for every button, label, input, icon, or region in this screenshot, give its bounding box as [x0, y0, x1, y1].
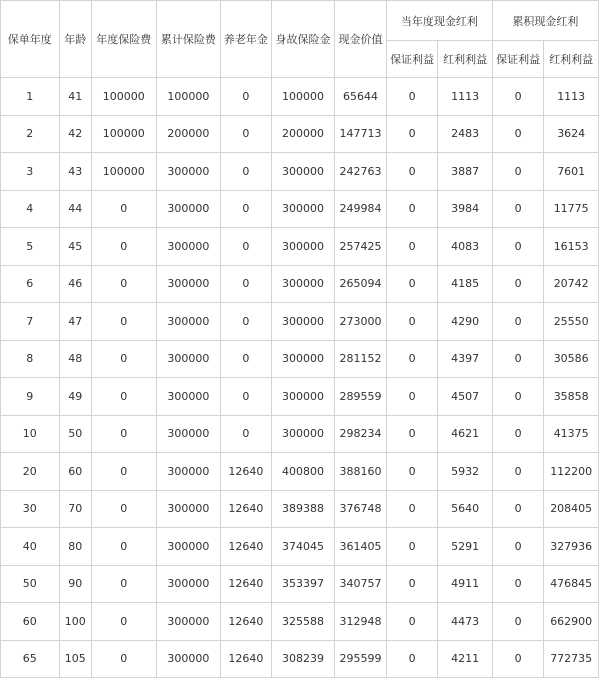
cell-current-guaranteed: 0: [386, 640, 438, 678]
cell-current-dividend: 4083: [438, 228, 493, 266]
cell-cumulative-premium: 300000: [156, 565, 221, 603]
table-row: [1, 378, 599, 416]
cell-cumulative-guaranteed: 0: [492, 640, 544, 678]
cell-cumulative-guaranteed: 0: [492, 265, 544, 303]
cell-year: 20: [1, 453, 60, 491]
cell-death-benefit: 300000: [271, 303, 335, 341]
cell-cumulative-dividend: 16153: [544, 228, 599, 266]
cell-age: 44: [59, 190, 91, 228]
header-cash-value: 现金价值: [335, 1, 387, 78]
cell-cumulative-premium: 200000: [156, 115, 221, 153]
cell-cash-value: 289559: [335, 378, 387, 416]
cell-current-dividend: 4473: [438, 603, 493, 641]
cell-cumulative-premium: 300000: [156, 378, 221, 416]
cell-current-guaranteed: 0: [386, 303, 438, 341]
cell-cash-value: 376748: [335, 490, 387, 528]
cell-cumulative-premium: 300000: [156, 528, 221, 566]
cell-annual-premium: 100000: [91, 115, 156, 153]
cell-age: 50: [59, 415, 91, 453]
cell-pension: 0: [221, 415, 272, 453]
cell-annual-premium: 0: [91, 340, 156, 378]
cell-current-dividend: 3887: [438, 153, 493, 191]
cell-age: 80: [59, 528, 91, 566]
cell-annual-premium: 0: [91, 303, 156, 341]
cell-annual-premium: 0: [91, 640, 156, 678]
cell-cumulative-premium: 300000: [156, 640, 221, 678]
cell-cumulative-dividend: 30586: [544, 340, 599, 378]
cell-cash-value: 242763: [335, 153, 387, 191]
header-current-dividend: 当年度现金红利: [386, 1, 492, 41]
cell-annual-premium: 0: [91, 528, 156, 566]
header-age: 年龄: [59, 1, 91, 78]
cell-current-guaranteed: 0: [386, 490, 438, 528]
cell-age: 46: [59, 265, 91, 303]
cell-year: 4: [1, 190, 60, 228]
table-row: [1, 640, 599, 678]
cell-cash-value: 340757: [335, 565, 387, 603]
cell-current-dividend: 2483: [438, 115, 493, 153]
cell-death-benefit: 300000: [271, 228, 335, 266]
table-row: [1, 453, 599, 491]
cell-year: 30: [1, 490, 60, 528]
cell-cumulative-dividend: 662900: [544, 603, 599, 641]
cell-cash-value: 249984: [335, 190, 387, 228]
cell-cumulative-guaranteed: 0: [492, 340, 544, 378]
cell-annual-premium: 0: [91, 415, 156, 453]
cell-current-guaranteed: 0: [386, 603, 438, 641]
cell-pension: 12640: [221, 640, 272, 678]
cell-age: 90: [59, 565, 91, 603]
cell-age: 43: [59, 153, 91, 191]
cell-cumulative-dividend: 208405: [544, 490, 599, 528]
cell-death-benefit: 308239: [271, 640, 335, 678]
cell-year: 10: [1, 415, 60, 453]
cell-cumulative-guaranteed: 0: [492, 303, 544, 341]
cell-current-guaranteed: 0: [386, 115, 438, 153]
cell-death-benefit: 300000: [271, 415, 335, 453]
table-row: [1, 303, 599, 341]
cell-cumulative-dividend: 3624: [544, 115, 599, 153]
cell-cumulative-guaranteed: 0: [492, 565, 544, 603]
cell-cumulative-guaranteed: 0: [492, 190, 544, 228]
cell-current-guaranteed: 0: [386, 78, 438, 116]
cell-current-guaranteed: 0: [386, 340, 438, 378]
cell-cumulative-dividend: 7601: [544, 153, 599, 191]
cell-year: 50: [1, 565, 60, 603]
cell-cumulative-premium: 100000: [156, 78, 221, 116]
cell-current-guaranteed: 0: [386, 565, 438, 603]
cell-cumulative-premium: 300000: [156, 603, 221, 641]
cell-cumulative-premium: 300000: [156, 303, 221, 341]
cell-age: 45: [59, 228, 91, 266]
cell-pension: 0: [221, 78, 272, 116]
header-cumulative-dividend-interest: 红利利益: [544, 41, 599, 78]
cell-cash-value: 295599: [335, 640, 387, 678]
header-cumulative-dividend: 累积现金红利: [492, 1, 598, 41]
cell-cumulative-dividend: 41375: [544, 415, 599, 453]
cell-cash-value: 147713: [335, 115, 387, 153]
cell-cumulative-guaranteed: 0: [492, 603, 544, 641]
cell-cumulative-dividend: 112200: [544, 453, 599, 491]
cell-cumulative-dividend: 327936: [544, 528, 599, 566]
header-current-guaranteed: 保证利益: [386, 41, 438, 78]
cell-annual-premium: 100000: [91, 153, 156, 191]
cell-pension: 0: [221, 190, 272, 228]
cell-current-dividend: 1113: [438, 78, 493, 116]
cell-death-benefit: 300000: [271, 378, 335, 416]
cell-death-benefit: 374045: [271, 528, 335, 566]
cell-cumulative-dividend: 772735: [544, 640, 599, 678]
cell-age: 70: [59, 490, 91, 528]
cell-cumulative-guaranteed: 0: [492, 115, 544, 153]
table-row: [1, 528, 599, 566]
table-row: [1, 153, 599, 191]
cell-cumulative-premium: 300000: [156, 190, 221, 228]
cell-cumulative-dividend: 476845: [544, 565, 599, 603]
cell-cumulative-guaranteed: 0: [492, 453, 544, 491]
table-row: [1, 115, 599, 153]
cell-year: 1: [1, 78, 60, 116]
cell-year: 60: [1, 603, 60, 641]
cell-age: 42: [59, 115, 91, 153]
cell-current-dividend: 4185: [438, 265, 493, 303]
cell-pension: 0: [221, 303, 272, 341]
table-row: [1, 265, 599, 303]
cell-pension: 12640: [221, 490, 272, 528]
table-row: [1, 228, 599, 266]
cell-pension: 0: [221, 340, 272, 378]
cell-annual-premium: 100000: [91, 78, 156, 116]
cell-year: 8: [1, 340, 60, 378]
cell-cumulative-guaranteed: 0: [492, 78, 544, 116]
cell-pension: 12640: [221, 603, 272, 641]
cell-current-dividend: 5932: [438, 453, 493, 491]
cell-cumulative-premium: 300000: [156, 153, 221, 191]
cell-current-guaranteed: 0: [386, 153, 438, 191]
cell-cash-value: 312948: [335, 603, 387, 641]
cell-current-dividend: 4621: [438, 415, 493, 453]
cell-annual-premium: 0: [91, 378, 156, 416]
table-row: [1, 603, 599, 641]
cell-current-guaranteed: 0: [386, 453, 438, 491]
cell-year: 3: [1, 153, 60, 191]
table-row: [1, 490, 599, 528]
cell-current-dividend: 5291: [438, 528, 493, 566]
cell-current-guaranteed: 0: [386, 228, 438, 266]
cell-cumulative-premium: 300000: [156, 228, 221, 266]
cell-cumulative-guaranteed: 0: [492, 490, 544, 528]
cell-year: 40: [1, 528, 60, 566]
cell-current-dividend: 4911: [438, 565, 493, 603]
header-annual-premium: 年度保险费: [91, 1, 156, 78]
cell-cumulative-premium: 300000: [156, 265, 221, 303]
cell-year: 7: [1, 303, 60, 341]
cell-age: 49: [59, 378, 91, 416]
table-row: [1, 190, 599, 228]
cell-current-dividend: 4211: [438, 640, 493, 678]
cell-pension: 12640: [221, 565, 272, 603]
header-pension: 养老年金: [221, 1, 272, 78]
cell-current-guaranteed: 0: [386, 265, 438, 303]
table-row: [1, 340, 599, 378]
cell-cash-value: 361405: [335, 528, 387, 566]
cell-cumulative-premium: 300000: [156, 340, 221, 378]
cell-annual-premium: 0: [91, 265, 156, 303]
cell-year: 2: [1, 115, 60, 153]
cell-cash-value: 273000: [335, 303, 387, 341]
cell-cumulative-premium: 300000: [156, 415, 221, 453]
cell-death-benefit: 100000: [271, 78, 335, 116]
cell-annual-premium: 0: [91, 565, 156, 603]
header-current-dividend-interest: 红利利益: [438, 41, 493, 78]
header-cumulative-premium: 累计保险费: [156, 1, 221, 78]
cell-current-dividend: 3984: [438, 190, 493, 228]
cell-annual-premium: 0: [91, 190, 156, 228]
table-row: [1, 78, 599, 116]
cell-pension: 0: [221, 153, 272, 191]
cell-current-dividend: 4397: [438, 340, 493, 378]
cell-cash-value: 388160: [335, 453, 387, 491]
cell-cumulative-dividend: 20742: [544, 265, 599, 303]
cell-annual-premium: 0: [91, 228, 156, 266]
table-row: [1, 565, 599, 603]
cell-cumulative-dividend: 1113: [544, 78, 599, 116]
cell-cash-value: 281152: [335, 340, 387, 378]
cell-death-benefit: 400800: [271, 453, 335, 491]
cell-cumulative-guaranteed: 0: [492, 415, 544, 453]
cell-cumulative-premium: 300000: [156, 490, 221, 528]
cell-year: 5: [1, 228, 60, 266]
cell-death-benefit: 300000: [271, 153, 335, 191]
cell-death-benefit: 389388: [271, 490, 335, 528]
cell-pension: 12640: [221, 453, 272, 491]
cell-death-benefit: 325588: [271, 603, 335, 641]
cell-death-benefit: 300000: [271, 265, 335, 303]
cell-cumulative-dividend: 35858: [544, 378, 599, 416]
cell-current-guaranteed: 0: [386, 378, 438, 416]
cell-cumulative-guaranteed: 0: [492, 528, 544, 566]
table-body: [1, 78, 599, 678]
cell-cumulative-premium: 300000: [156, 453, 221, 491]
cell-pension: 0: [221, 265, 272, 303]
cell-current-dividend: 4507: [438, 378, 493, 416]
cell-cash-value: 65644: [335, 78, 387, 116]
cell-age: 105: [59, 640, 91, 678]
cell-annual-premium: 0: [91, 453, 156, 491]
cell-year: 6: [1, 265, 60, 303]
cell-current-guaranteed: 0: [386, 528, 438, 566]
cell-annual-premium: 0: [91, 603, 156, 641]
cell-age: 60: [59, 453, 91, 491]
cell-cumulative-dividend: 11775: [544, 190, 599, 228]
cell-current-dividend: 5640: [438, 490, 493, 528]
cell-cash-value: 298234: [335, 415, 387, 453]
cell-pension: 0: [221, 378, 272, 416]
cell-current-guaranteed: 0: [386, 190, 438, 228]
cell-age: 41: [59, 78, 91, 116]
cell-pension: 0: [221, 228, 272, 266]
cell-current-dividend: 4290: [438, 303, 493, 341]
cell-death-benefit: 300000: [271, 190, 335, 228]
cell-pension: 12640: [221, 528, 272, 566]
cell-cumulative-guaranteed: 0: [492, 153, 544, 191]
cell-year: 65: [1, 640, 60, 678]
cell-cash-value: 265094: [335, 265, 387, 303]
table-row: [1, 415, 599, 453]
cell-death-benefit: 353397: [271, 565, 335, 603]
cell-current-guaranteed: 0: [386, 415, 438, 453]
cell-annual-premium: 0: [91, 490, 156, 528]
header-year: 保单年度: [1, 1, 60, 78]
cell-death-benefit: 200000: [271, 115, 335, 153]
cell-age: 47: [59, 303, 91, 341]
header-death-benefit: 身故保险金: [271, 1, 335, 78]
cell-cumulative-guaranteed: 0: [492, 378, 544, 416]
cell-year: 9: [1, 378, 60, 416]
cell-cumulative-guaranteed: 0: [492, 228, 544, 266]
cell-age: 48: [59, 340, 91, 378]
cell-death-benefit: 300000: [271, 340, 335, 378]
cell-cumulative-dividend: 25550: [544, 303, 599, 341]
header-cumulative-guaranteed: 保证利益: [492, 41, 544, 78]
cell-cash-value: 257425: [335, 228, 387, 266]
cell-age: 100: [59, 603, 91, 641]
cell-pension: 0: [221, 115, 272, 153]
